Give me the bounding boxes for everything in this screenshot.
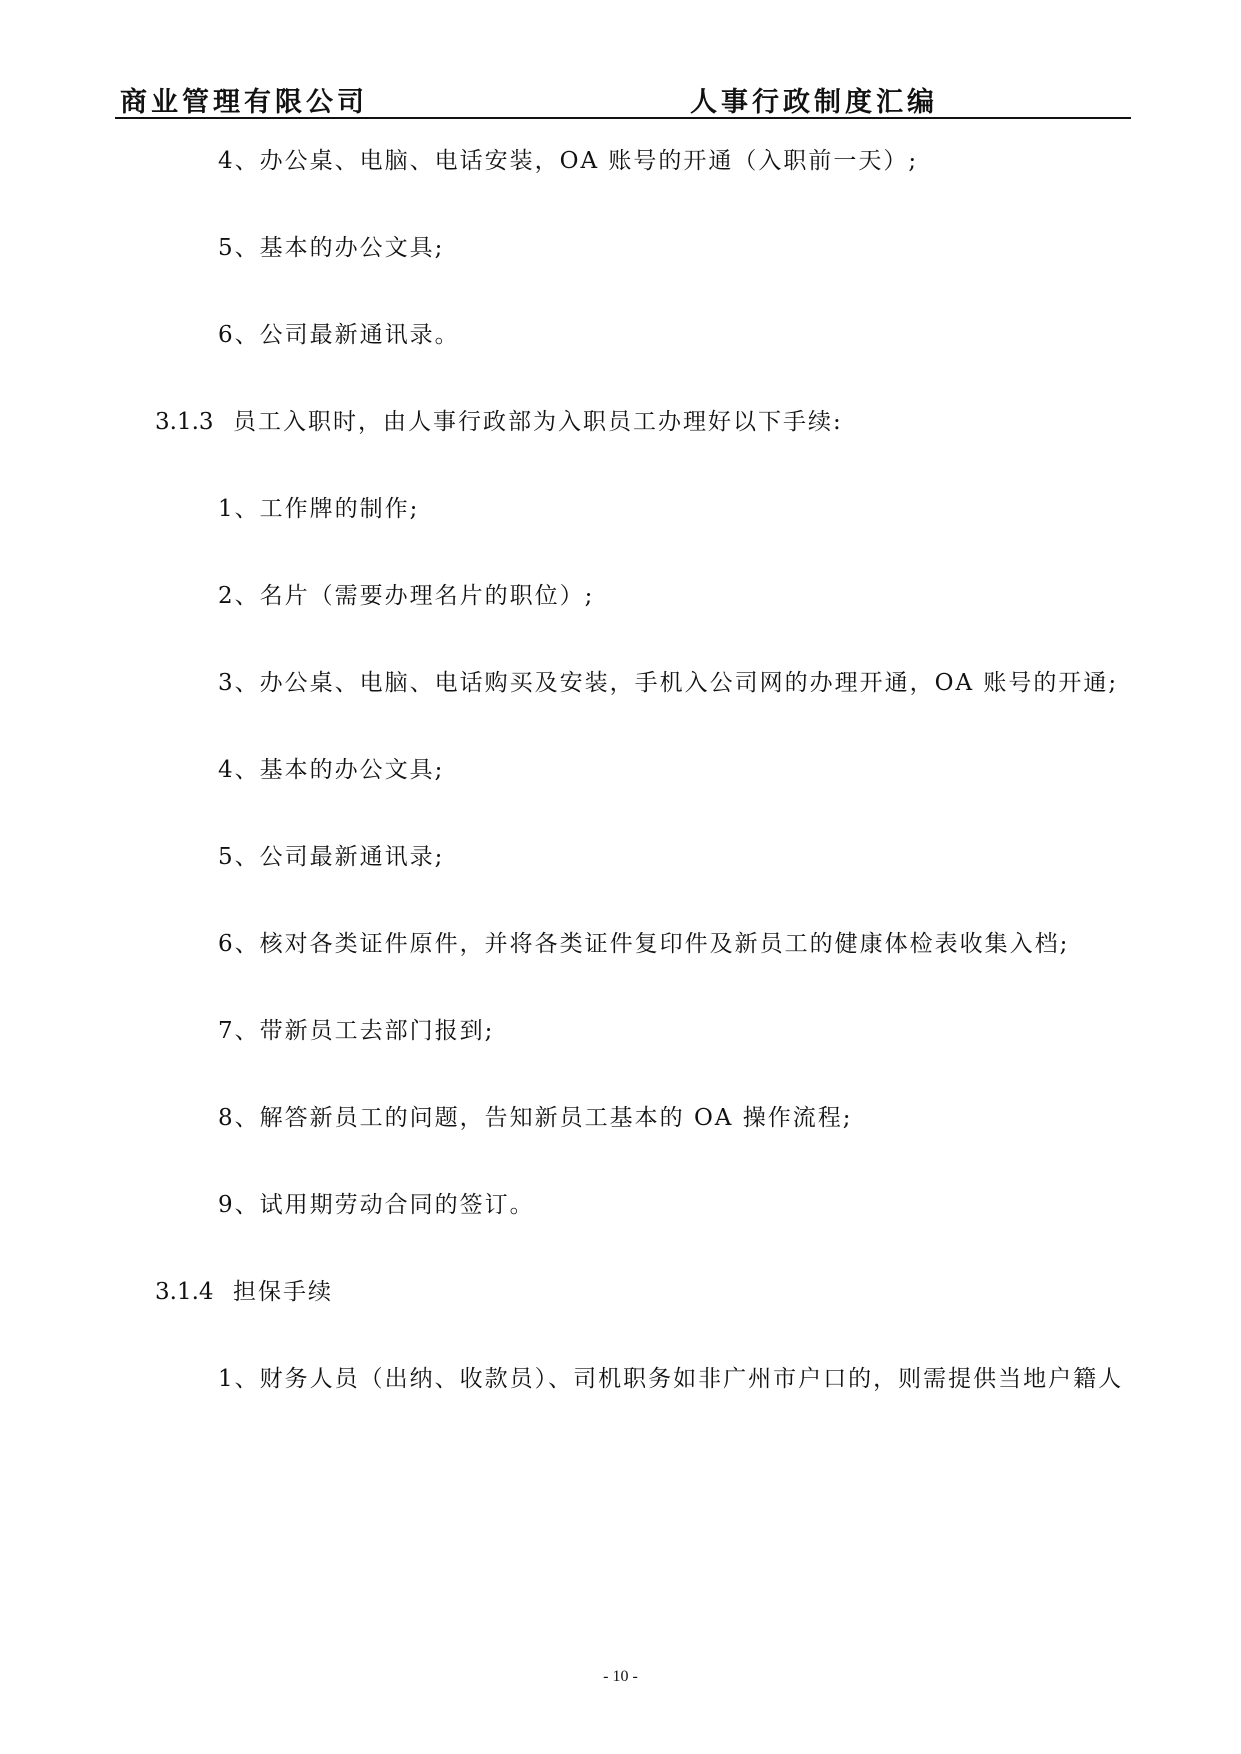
list-item: 6、核对各类证件原件，并将各类证件复印件及新员工的健康体检表收集入档; — [218, 931, 1070, 957]
page-number: - 10 - — [603, 1668, 638, 1685]
list-item: 9、试用期劳动合同的签订。 — [218, 1192, 535, 1218]
header-company-name: 商业管理有限公司 — [120, 87, 368, 118]
section-title: 员工入职时，由人事行政部为入职员工办理好以下手续: — [233, 409, 843, 435]
list-item: 1、财务人员（出纳、收款员）、司机职务如非广州市户口的，则需提供当地户籍人 — [218, 1366, 1124, 1392]
list-item: 7、带新员工去部门报到; — [218, 1018, 495, 1044]
section-heading — [155, 403, 843, 436]
list-item: 6、公司最新通讯录。 — [218, 322, 460, 348]
list-item: 5、基本的办公文具; — [218, 235, 445, 261]
list-item: 4、基本的办公文具; — [218, 757, 445, 783]
section-number: 3.1.4 — [155, 1279, 214, 1305]
list-item: 8、解答新员工的问题，告知新员工基本的 OA 操作流程; — [218, 1105, 853, 1131]
header-document-title: 人事行政制度汇编 — [690, 87, 938, 118]
list-item: 5、公司最新通讯录; — [218, 844, 445, 870]
list-item: 2、名片（需要办理名片的职位）; — [218, 583, 595, 609]
header-divider — [115, 117, 1131, 119]
list-item: 3、办公桌、电脑、电话购买及安装，手机入公司网的办理开通，OA 账号的开通; — [218, 670, 1119, 696]
section-heading — [155, 1273, 333, 1306]
list-item: 1、工作牌的制作; — [218, 496, 420, 522]
list-item: 4、办公桌、电脑、电话安装，OA 账号的开通（入职前一天）; — [218, 148, 919, 174]
section-title: 担保手续 — [233, 1279, 333, 1305]
section-number: 3.1.3 — [155, 409, 214, 435]
